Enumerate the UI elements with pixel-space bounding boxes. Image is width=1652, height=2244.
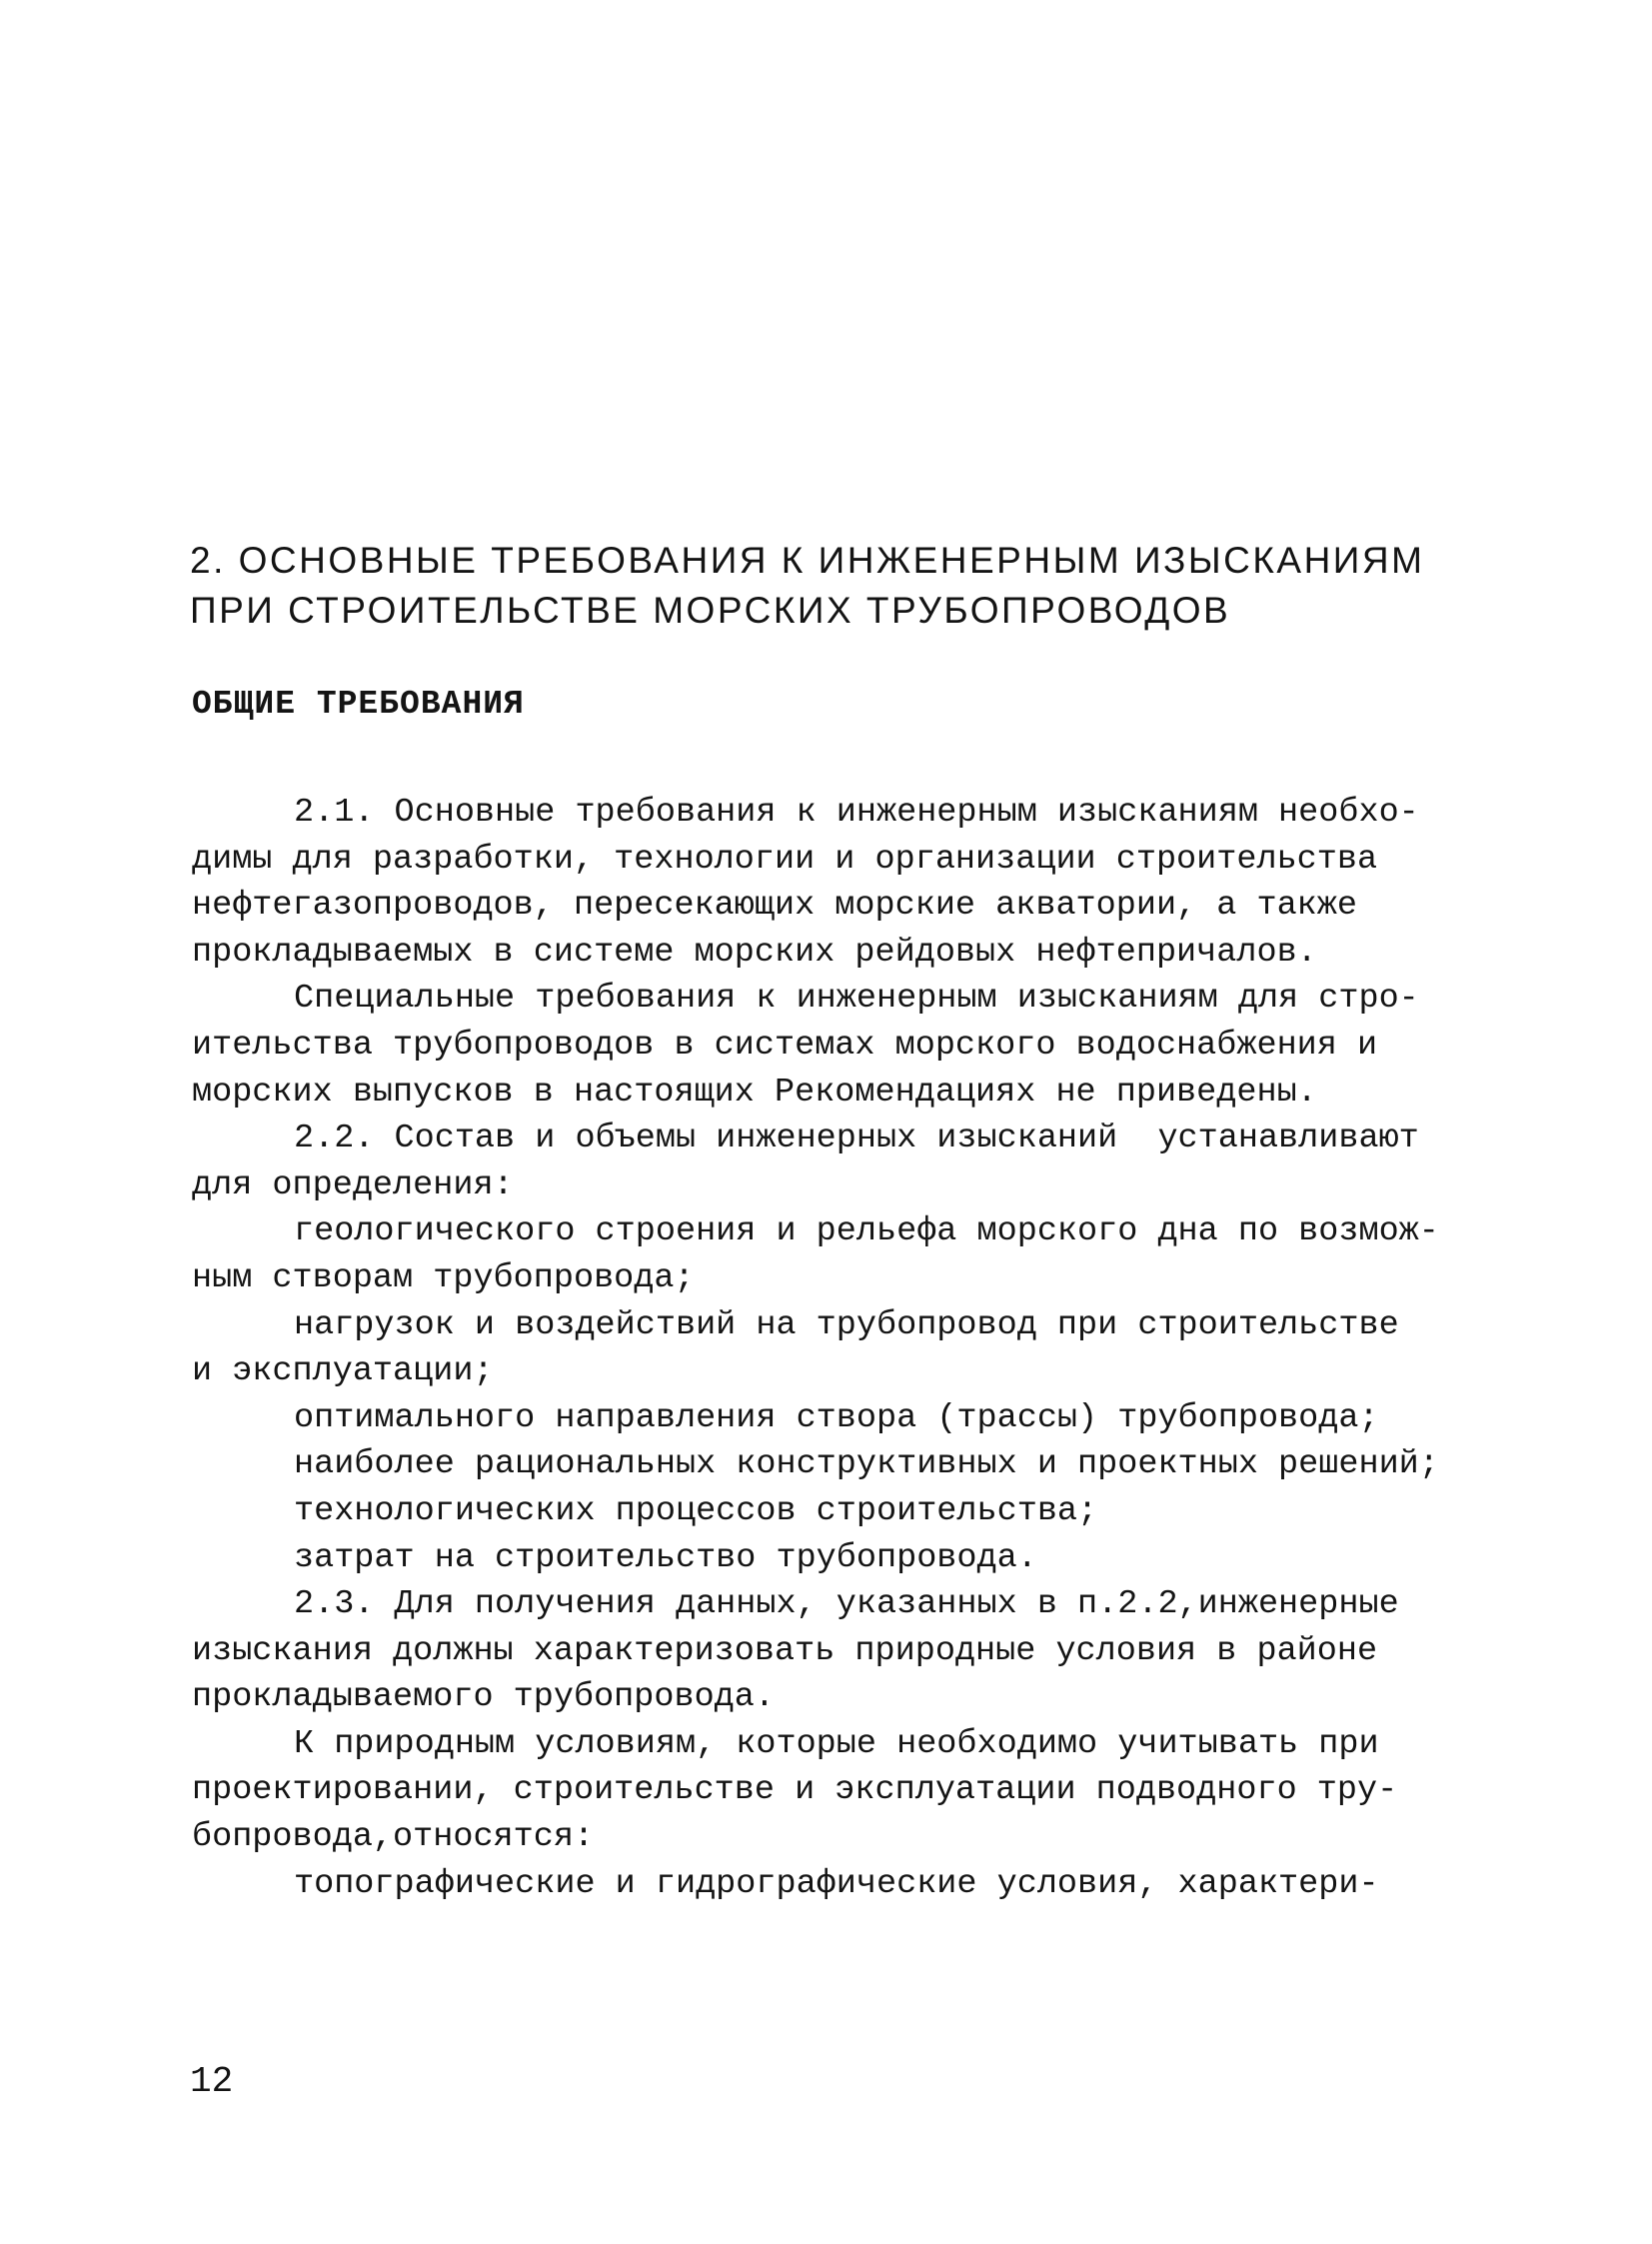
text-line: бопровода,относятся: [192, 1818, 595, 1857]
text-line: топографические и гидрографические условия, характери- [294, 1864, 1379, 1903]
text-line: ительства трубопроводов в системах морского водоснабжения и [192, 1026, 1378, 1065]
text-line: димы для разработки, технологии и организации строительства [192, 840, 1378, 879]
text-line: затрат на строительство трубопровода. [294, 1538, 1037, 1577]
text-line: 2.1. Основные требования к инженерным изысканиям необхо- [294, 794, 1419, 832]
text-line: для определения: [192, 1165, 514, 1204]
text-line: проектировании, строительстве и эксплуатации подводного тру- [192, 1771, 1398, 1810]
text-line: наиболее рациональных конструктивных и проектных решений; [294, 1445, 1439, 1484]
text-line: ным створам трубопровода; [192, 1258, 695, 1297]
text-line: изыскания должны характеризовать природные условия в районе [192, 1631, 1378, 1670]
section-heading-line-2: ПРИ СТРОИТЕЛЬСТВЕ МОРСКИХ ТРУБОПРОВОДОВ [190, 590, 1231, 631]
text-line: нефтегазопроводов, пересекающих морские акватории, а также [192, 887, 1357, 926]
text-line: 2.3. Для получения данных, указанных в п.2.2,инженерные [294, 1585, 1399, 1624]
text-line: Специальные требования к инженерным изысканиям для стро- [294, 980, 1419, 1019]
text-line: морских выпусков в настоящих Рекомендациях не приведены. [192, 1073, 1317, 1112]
text-line: и эксплуатации; [192, 1352, 494, 1391]
text-line: прокладываемого трубопровода. [192, 1678, 775, 1717]
text-line: К природным условиям, которые необходимо учитывать при [294, 1724, 1379, 1763]
section-heading-line-1: 2. ОСНОВНЫЕ ТРЕБОВАНИЯ К ИНЖЕНЕРНЫМ ИЗЫСКАНИЯМ [190, 540, 1425, 581]
page-number: 12 [190, 2061, 234, 2102]
text-line: 2.2. Состав и объемы инженерных изысканий устанавливают [294, 1120, 1419, 1158]
text-line: технологических процессов строительства; [294, 1491, 1098, 1530]
text-line: оптимального направления створа (трассы) трубопровода; [294, 1398, 1379, 1437]
subsection-heading: ОБЩИЕ ТРЕБОВАНИЯ [192, 686, 525, 723]
text-line: нагрузок и воздействий на трубопровод при строительстве [294, 1305, 1399, 1344]
text-line: прокладываемых в системе морских рейдовых нефтепричалов. [192, 933, 1317, 972]
text-line: геологического строения и рельефа морского дна по возмож- [294, 1212, 1439, 1251]
section-heading [190, 536, 1489, 636]
body-text [192, 790, 1471, 1907]
